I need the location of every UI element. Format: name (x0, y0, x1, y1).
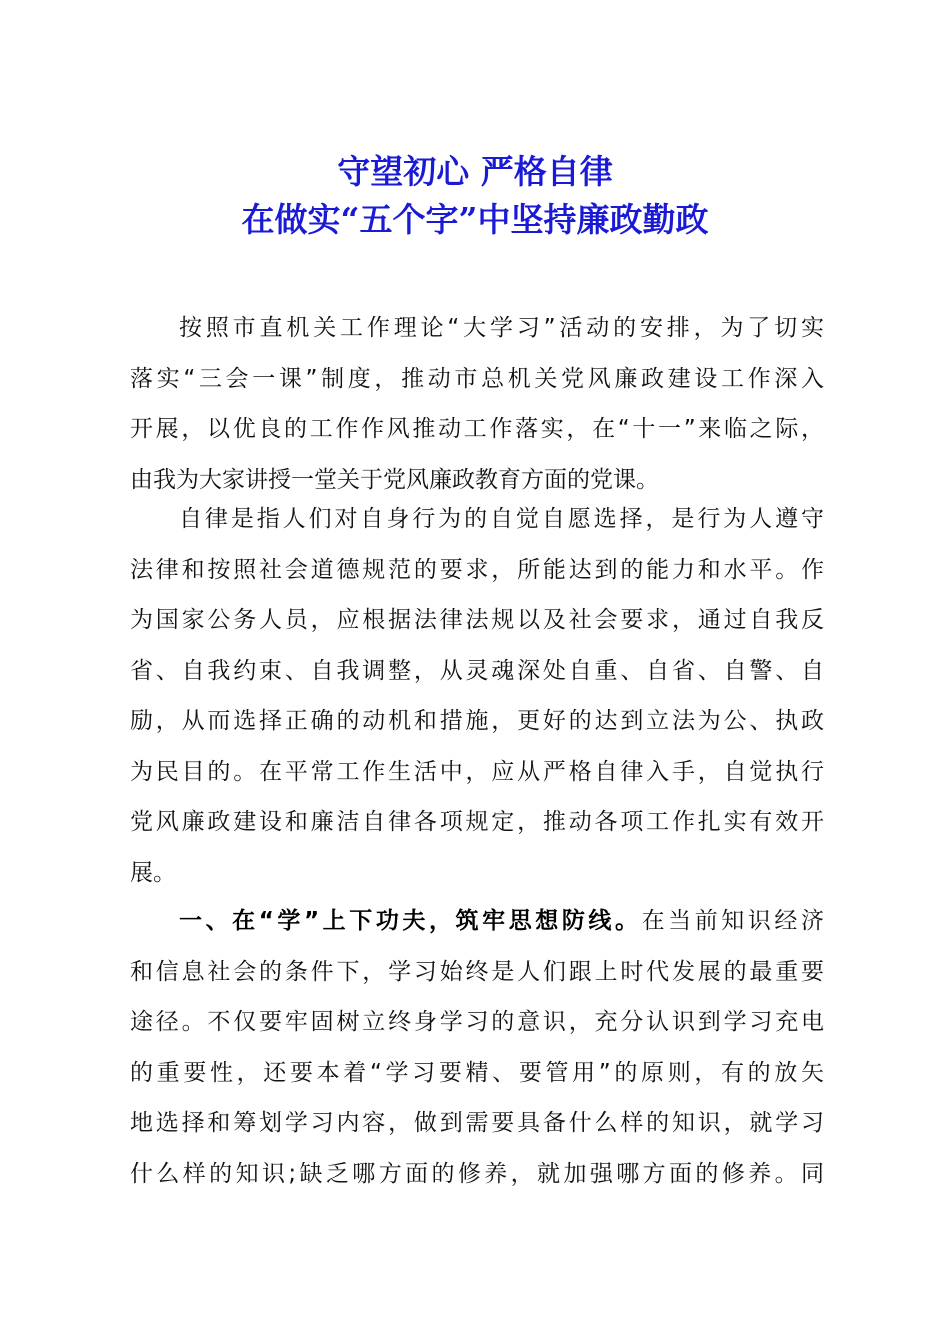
paragraph-line: 党风廉政建设和廉洁自律各项规定，推动各项工作扎实有效开 (130, 809, 824, 835)
paragraph-line: 什么样的知识;缺乏哪方面的修养，就加强哪方面的修养。同 (130, 1160, 824, 1187)
paragraph-line: 落实“三会一课”制度，推动市总机关党风廉政建设工作深入 (130, 365, 824, 392)
paragraph-line: 的重要性，还要本着“学习要精、要管用”的原则，有的放矢 (130, 1059, 824, 1086)
paragraph-line: 按照市直机关工作理论“大学习”活动的安排，为了切实 (179, 315, 824, 341)
paragraph-line: 开展，以优良的工作作风推动工作落实，在“十一”来临之际， (130, 416, 824, 442)
paragraph-line: 展。 (130, 859, 176, 886)
document-title-line-2: 在做实“五个字”中坚持廉政勤政 (241, 200, 709, 239)
paragraph-line: 法律和按照社会道德规范的要求，所能达到的能力和水平。作 (130, 556, 824, 583)
paragraph-line: 为国家公务人员，应根据法律法规以及社会要求，通过自我反 (130, 607, 824, 633)
paragraph-line: 由我为大家讲授一堂关于党风廉政教育方面的党课。 (130, 466, 659, 493)
paragraph-line: 励，从而选择正确的动机和措施，更好的达到立法为公、执政 (130, 708, 824, 734)
paragraph-2 (130, 494, 824, 898)
paragraph-line: 为民目的。在平常工作生活中，应从严格自律入手，自觉执行 (130, 758, 824, 785)
paragraph-line: 和信息社会的条件下，学习始终是人们跟上时代发展的最重要 (130, 958, 824, 985)
paragraph-1 (130, 303, 824, 505)
paragraph-line: 省、自我约束、自我调整，从灵魂深处自重、自省、自警、自 (130, 657, 824, 684)
paragraph-line (130, 896, 824, 947)
paragraph-line: 自律是指人们对自身行为的自觉自愿选择，是行为人遵守 (179, 506, 824, 532)
paragraph-line: 途径。不仅要牢固树立终身学习的意识，充分认识到学习充电 (130, 1009, 824, 1035)
paragraph-line-rest: 在当前知识经济 (641, 908, 825, 934)
paragraph-line: 地选择和筹划学习内容，做到需要具备什么样的知识，就学习 (130, 1110, 824, 1136)
section-heading: 一、在“学”上下功夫，筑牢思想防线。 (179, 908, 642, 934)
document-title-line-1: 守望初心 严格自律 (337, 152, 613, 191)
paragraph-3 (130, 896, 824, 1199)
